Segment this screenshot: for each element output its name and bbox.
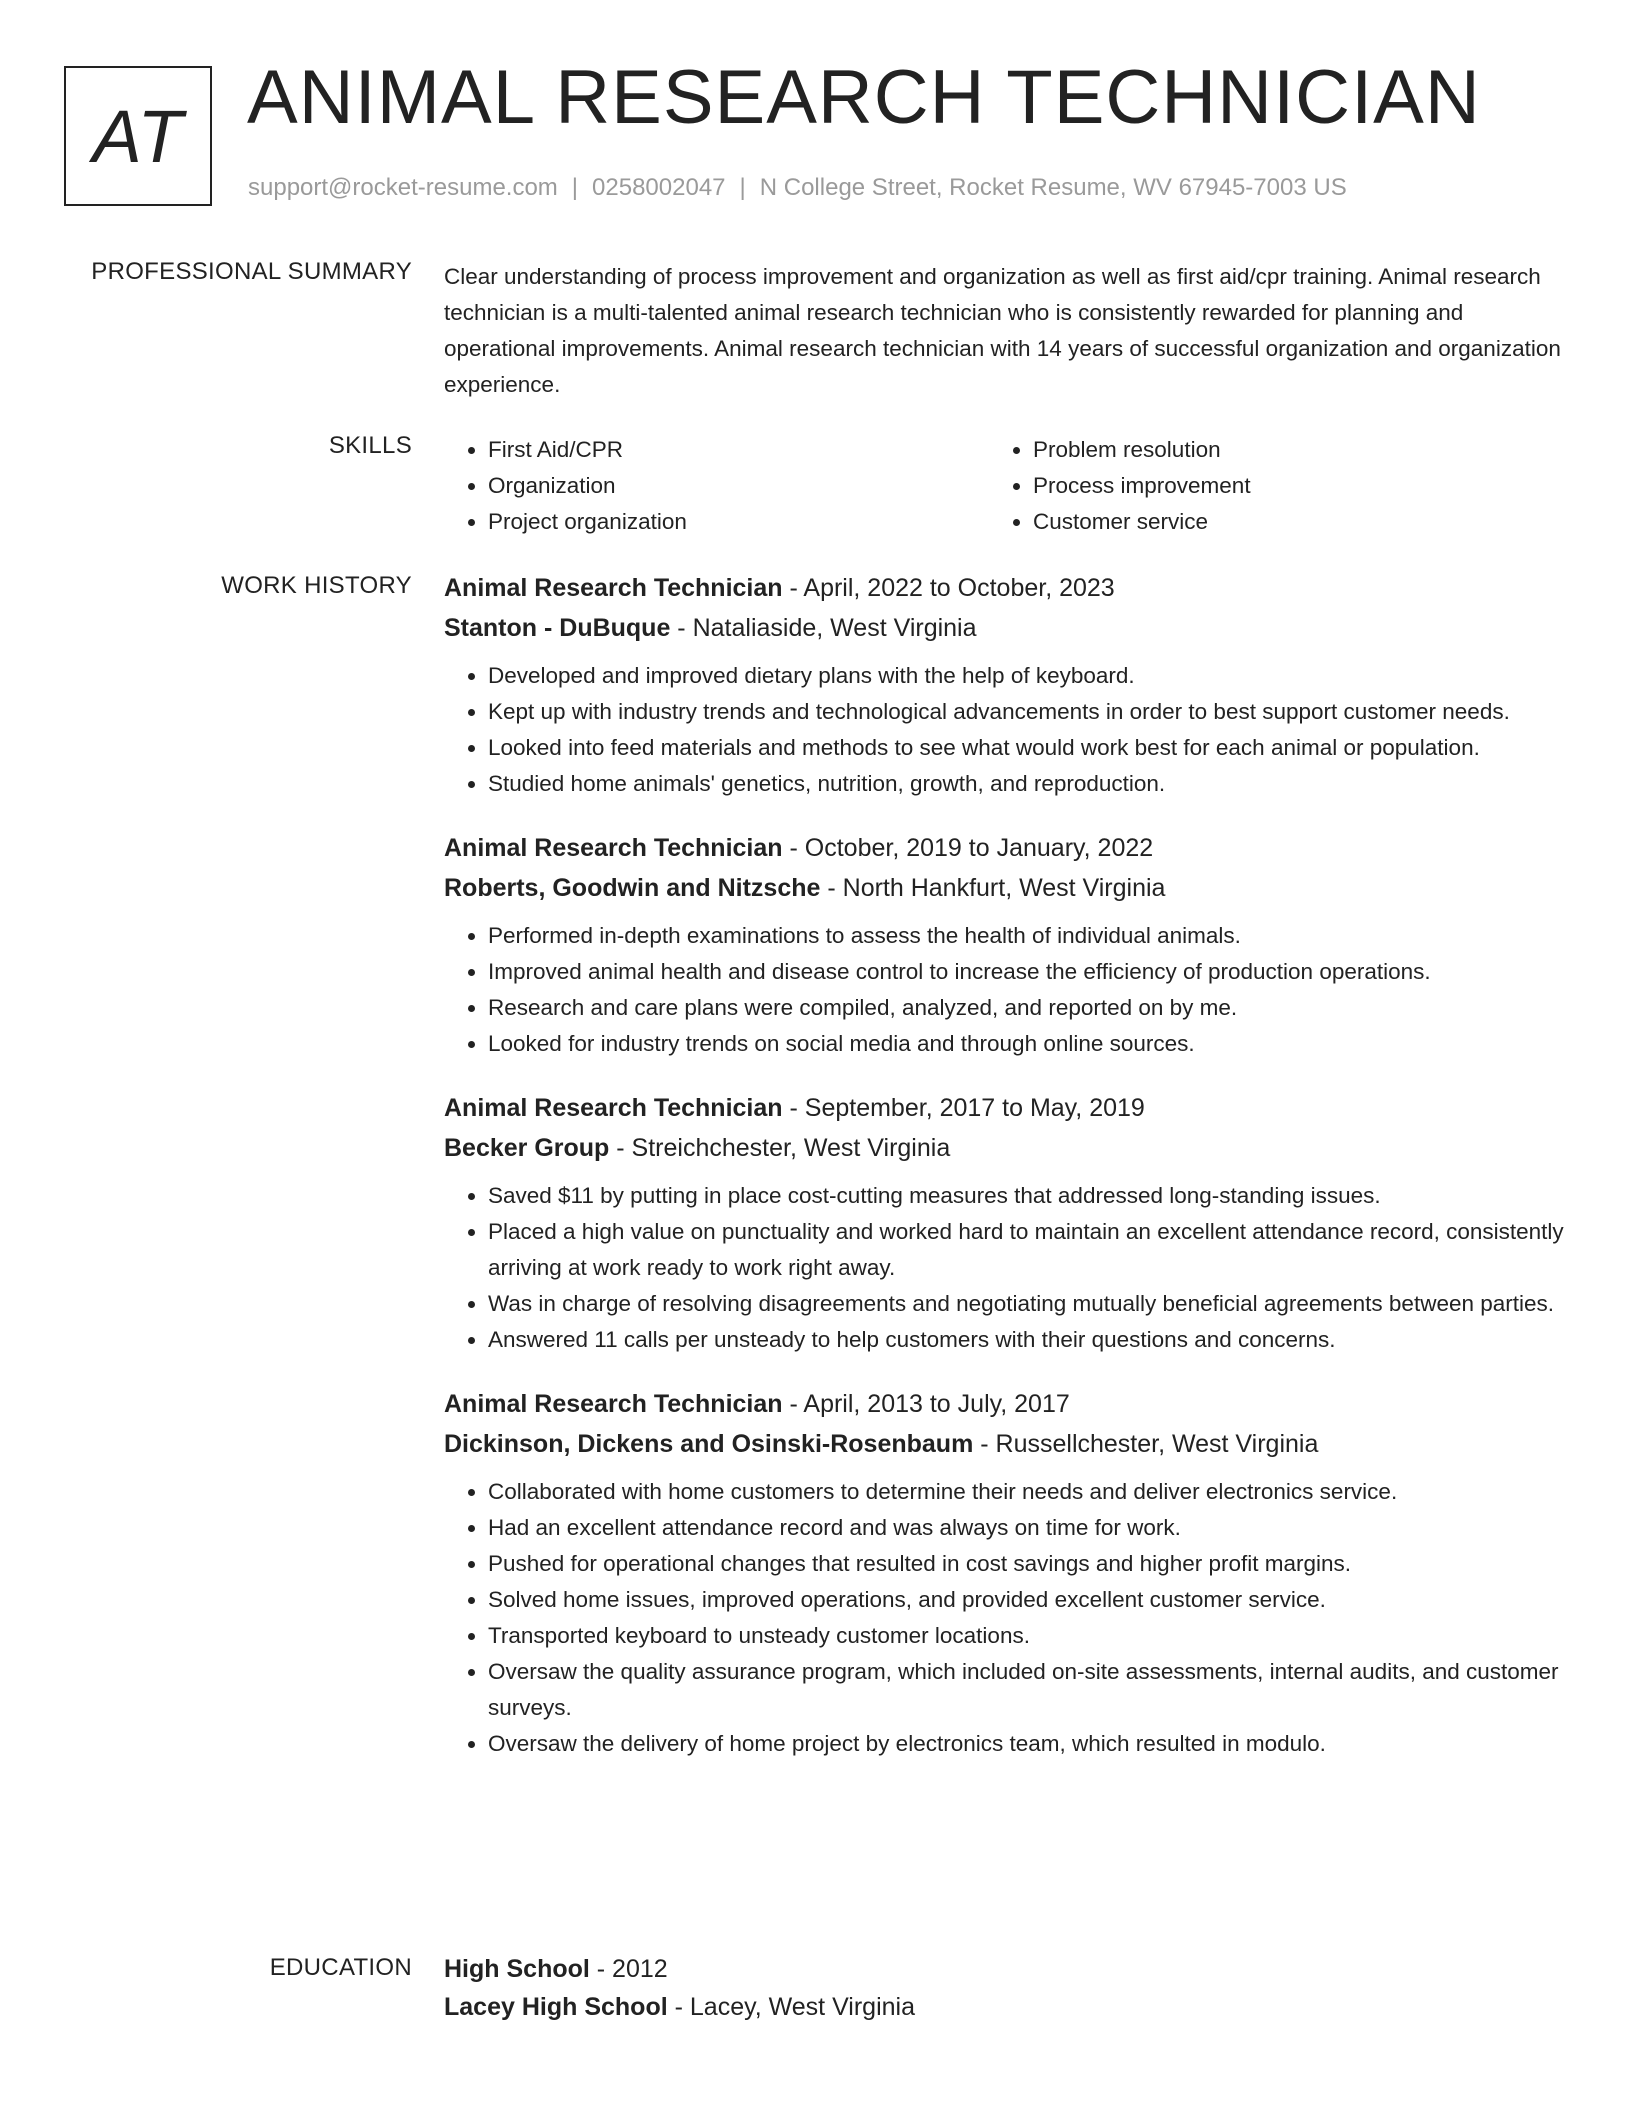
- job-title-line: [444, 828, 1564, 868]
- job-company: Roberts, Goodwin and Nitzsche: [444, 874, 821, 902]
- skill-item: • Problem resolution: [1033, 432, 1534, 468]
- job-dates: - September, 2017 to May, 2019: [782, 1094, 1145, 1122]
- job-company-line: [444, 608, 1564, 648]
- education-location: - Lacey, West Virginia: [667, 1993, 915, 2021]
- job-duties: [444, 658, 1564, 802]
- job-duty: • Performed in-depth examinations to assess the health of individual animals.: [488, 918, 1564, 954]
- contact-phone[interactable]: 0258002047: [592, 174, 726, 201]
- job-title: Animal Research Technician: [444, 834, 783, 862]
- job-company: Dickinson, Dickens and Osinski-Rosenbaum: [444, 1430, 974, 1458]
- job-location: - Russellchester, West Virginia: [973, 1430, 1319, 1458]
- education-school: Lacey High School: [444, 1993, 668, 2021]
- skill-item: • Process improvement: [1033, 468, 1534, 504]
- job-dates: - October, 2019 to January, 2022: [782, 834, 1154, 862]
- job-title-line: [444, 1384, 1564, 1424]
- contact-separator: |: [571, 174, 579, 201]
- contact-address: N College Street, Rocket Resume, WV 67945-7003 US: [759, 174, 1347, 201]
- job-entry: [444, 1088, 1564, 1358]
- job-duties: [444, 1178, 1564, 1358]
- education-degree: High School: [444, 1955, 590, 1983]
- job-title-line: [444, 568, 1564, 608]
- skills-body: [444, 432, 1564, 540]
- job-entry: [444, 568, 1564, 802]
- candidate-title: ANIMAL RESEARCH TECHNICIAN: [247, 55, 1481, 140]
- monogram-initials: AT: [92, 94, 184, 178]
- job-duty: • Oversaw the delivery of home project by electronics team, which resulted in modulo.: [488, 1726, 1564, 1762]
- job-company: Becker Group: [444, 1134, 610, 1162]
- job-duty: • Answered 11 calls per unsteady to help customers with their questions and concerns.: [488, 1322, 1564, 1358]
- education-year: - 2012: [589, 1955, 668, 1983]
- contact-line: [248, 174, 1347, 202]
- job-duties: [444, 1474, 1564, 1762]
- section-heading: SKILLS: [328, 432, 412, 459]
- job-title: Animal Research Technician: [444, 1094, 783, 1122]
- job-duty: • Had an excellent attendance record and was always on time for work.: [488, 1510, 1564, 1546]
- job-duty: • Improved animal health and disease control to increase the efficiency of production operations.: [488, 954, 1564, 990]
- job-duty: • Saved $11 by putting in place cost-cutting measures that addressed long-standing issues.: [488, 1178, 1564, 1214]
- monogram-badge: [64, 66, 212, 206]
- section-heading: EDUCATION: [269, 1954, 412, 1981]
- job-duty: • Kept up with industry trends and technological advancements in order to best support customer needs.: [488, 694, 1564, 730]
- job-duty: • Developed and improved dietary plans with the help of keyboard.: [488, 658, 1564, 694]
- work-history-body: [444, 568, 1564, 1788]
- summary-text: Clear understanding of process improvement and organization as well as first aid/cpr training. Animal research technician is a multi-talented animal research technician who is consistently rewarded for planning and operational improvements. Animal research technician with 14 years of successful organization and organization experience.: [444, 264, 1561, 397]
- skills-list-left: [444, 432, 989, 540]
- job-entry: [444, 1384, 1564, 1762]
- education-body: [444, 1950, 1564, 2026]
- summary-body: [444, 259, 1564, 403]
- skill-item: • First Aid/CPR: [488, 432, 989, 468]
- job-title: Animal Research Technician: [444, 574, 783, 602]
- education-degree-line: [444, 1950, 1564, 1988]
- job-duty: • Looked into feed materials and methods to see what would work best for each animal or population.: [488, 730, 1564, 766]
- job-company: Stanton - DuBuque: [444, 614, 671, 642]
- job-duty: • Collaborated with home customers to determine their needs and deliver electronics service.: [488, 1474, 1564, 1510]
- job-duty: • Oversaw the quality assurance program, which included on-site assessments, internal audits, and customer surveys.: [488, 1654, 1564, 1726]
- job-company-line: [444, 1424, 1564, 1464]
- skills-grid: [444, 432, 1564, 540]
- skill-item: • Project organization: [488, 504, 989, 540]
- skills-list-right: [989, 432, 1534, 540]
- job-title: Animal Research Technician: [444, 1390, 783, 1418]
- skill-item: • Customer service: [1033, 504, 1534, 540]
- job-duty: • Was in charge of resolving disagreements and negotiating mutually beneficial agreements between parties.: [488, 1286, 1564, 1322]
- contact-separator: |: [739, 174, 746, 201]
- job-duty: • Research and care plans were compiled, analyzed, and reported on by me.: [488, 990, 1564, 1026]
- job-duty: • Studied home animals' genetics, nutrition, growth, and reproduction.: [488, 766, 1564, 802]
- contact-email[interactable]: support@rocket-resume.com: [248, 174, 558, 201]
- job-duties: [444, 918, 1564, 1062]
- job-dates: - April, 2013 to July, 2017: [782, 1390, 1070, 1418]
- job-location: - Streichchester, West Virginia: [609, 1134, 951, 1162]
- skill-item: • Organization: [488, 468, 989, 504]
- job-location: - Nataliaside, West Virginia: [670, 614, 977, 642]
- job-location: - North Hankfurt, West Virginia: [820, 874, 1166, 902]
- section-heading: WORK HISTORY: [221, 572, 412, 599]
- job-duty: • Looked for industry trends on social media and through online sources.: [488, 1026, 1564, 1062]
- job-title-line: [444, 1088, 1564, 1128]
- education-school-line: [444, 1988, 1564, 2026]
- section-heading: PROFESSIONAL SUMMARY: [91, 258, 412, 285]
- job-company-line: [444, 868, 1564, 908]
- job-company-line: [444, 1128, 1564, 1168]
- job-duty: • Placed a high value on punctuality and worked hard to maintain an excellent attendance record, consistently arriving at work ready to work right away.: [488, 1214, 1564, 1286]
- job-duty: • Pushed for operational changes that resulted in cost savings and higher profit margins.: [488, 1546, 1564, 1582]
- job-entry: [444, 828, 1564, 1062]
- job-duty: • Transported keyboard to unsteady customer locations.: [488, 1618, 1564, 1654]
- job-duty: • Solved home issues, improved operations, and provided excellent customer service.: [488, 1582, 1564, 1618]
- job-dates: - April, 2022 to October, 2023: [782, 574, 1115, 602]
